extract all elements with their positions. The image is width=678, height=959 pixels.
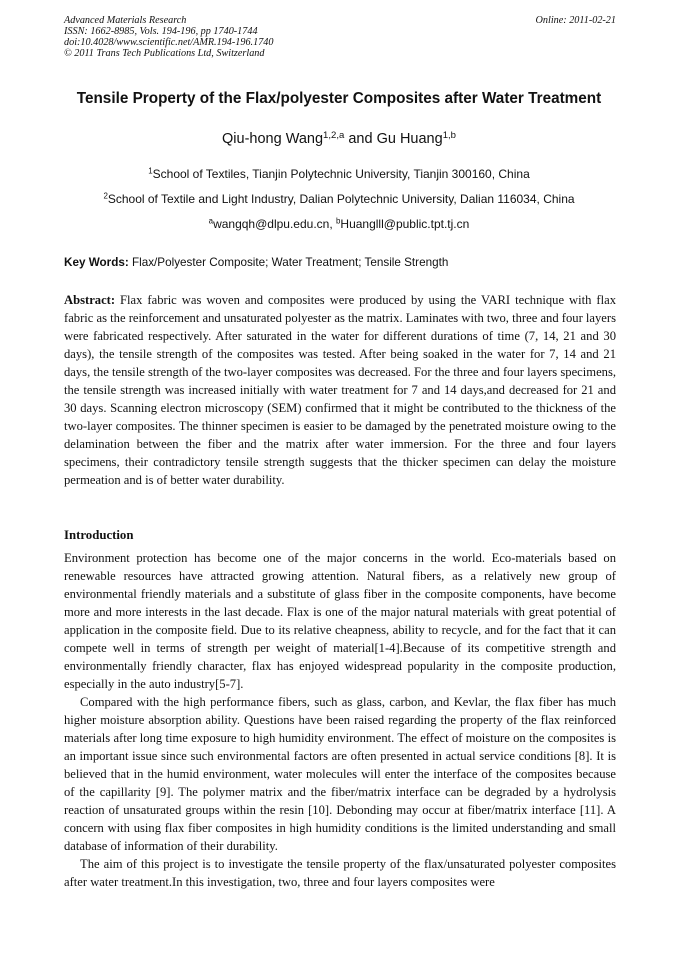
email-mark: a	[208, 216, 214, 226]
affiliation-text: School of Textiles, Tianjin Polytechnic University, Tianjin 300160, China	[152, 167, 530, 181]
section-heading: Introduction	[64, 528, 134, 542]
affiliation-2	[40, 191, 638, 207]
issn-line: ISSN: 1662-8985, Vols. 194-196, pp 1740-1744	[64, 26, 258, 37]
author-name: Qiu-hong Wang	[222, 131, 324, 147]
affiliation-1	[40, 166, 638, 182]
journal-header	[64, 15, 616, 59]
affiliation-text: School of Textile and Light Industry, Dalian Polytechnic University, Dalian 116034, China	[107, 192, 575, 206]
email-line	[40, 216, 638, 232]
copyright-line: © 2011 Trans Tech Publications Ltd, Switzerland	[64, 48, 265, 59]
email-link[interactable]: wangqh@dlpu.edu.cn,	[213, 217, 336, 231]
affiliation-mark: 1	[148, 166, 153, 176]
doi-line: doi:10.4028/www.scientific.net/AMR.194-196.1740	[64, 37, 274, 48]
online-date: Online: 2011-02-21	[535, 15, 616, 26]
paragraph: Compared with the high performance fibers, such as glass, carbon, and Kevlar, the flax fiber has much higher moisture absorption ability. Questions have been raised regarding the property of the flax reinforced materials after long time exposure to high humidity environment. The effect of moisture on the composites is an important issue since such environmental factors are often presented in actual service conditions [8]. It is believed that in the humid environment, water molecules will enter the interface of the composites because of the capillarity [9]. The polymer matrix and the fiber/matrix interface can be degraded by a hydrolysis reaction of unsaturated groups within the resin [10]. Debonding may occur at fiber/matrix interface [11]. A concern with using flax fiber composites in high humidity conditions is the limited understanding and small database of information of their durability.	[64, 695, 616, 853]
paper-title: Tensile Property of the Flax/polyester Composites after Water Treatment	[76, 90, 602, 107]
email-link[interactable]: Huanglll@public.tpt.tj.cn	[340, 217, 470, 231]
keywords	[64, 255, 616, 271]
keywords-text: Flax/Polyester Composite; Water Treatment; Tensile Strength	[128, 256, 449, 269]
paragraph: Environment protection has become one of the major concerns in the world. Eco-materials based on renewable resources have attracted growing attention. Natural fibers, as a relatively new group of environmental friendly materials and a substitute of glass fiber in the composite components, have become more and more interests in the last decade. Flax is one of the major natural materials with great potential of application in the composite field. Due to its relative cheapness, ability to recycle, and for the fact that it can compete well in terms of strength per weight of material[1-4].Because of its competitive strength and environmentally friendly character, flax has enjoyed widespread popularity in the composite production, especially in the auto industry[5-7].	[64, 551, 616, 691]
author-line	[40, 129, 638, 149]
journal-name: Advanced Materials Research	[64, 15, 187, 26]
author-name: Gu Huang	[376, 131, 443, 147]
author-affiliation-mark: 1,2,a	[323, 129, 345, 141]
abstract-label: Abstract:	[64, 293, 116, 307]
author-affiliation-mark: 1,b	[442, 129, 456, 141]
paragraph: The aim of this project is to investigate the tensile property of the flax/unsaturated polyester composites after water treatment.In this investigation, two, three and four layers composites were	[64, 857, 616, 889]
abstract-text: Flax fabric was woven and composites were produced by using the VARI technique with flax fabric as the reinforcement and unsaturated polyester as the matrix. Laminates with two, three and four layers were fabricated respectively. After saturated in the water for different durations of time (7, 14, 21 and 30 days), the tensile strength of the composites was tested. After being soaked in the water for 7, 14 and 21 days, the tensile strength of the two-layer composites was decreased. For the three and four layers specimens, the tensile strength was increased initially with water treatment for 7 and 14 days,and decreased for 21 and 30 days. Scanning electron microscopy (SEM) confirmed that it might be contributed to the thickness of the two-layer composites. The thinner specimen is easier to be damaged by the penetrated moisture owing to the delamination between the fiber and the matrix after water immersion. For the three and four layers specimens, their contradictory tensile strength suggests that the thicker specimen can delay the moisture permeation and is of better water durability.	[64, 293, 616, 487]
author-conjunction: and	[344, 131, 377, 147]
keywords-label: Key Words:	[64, 256, 129, 269]
abstract	[64, 291, 616, 489]
email-mark: b	[336, 216, 341, 226]
affiliation-mark: 2	[103, 191, 108, 201]
introduction-body	[64, 549, 616, 891]
